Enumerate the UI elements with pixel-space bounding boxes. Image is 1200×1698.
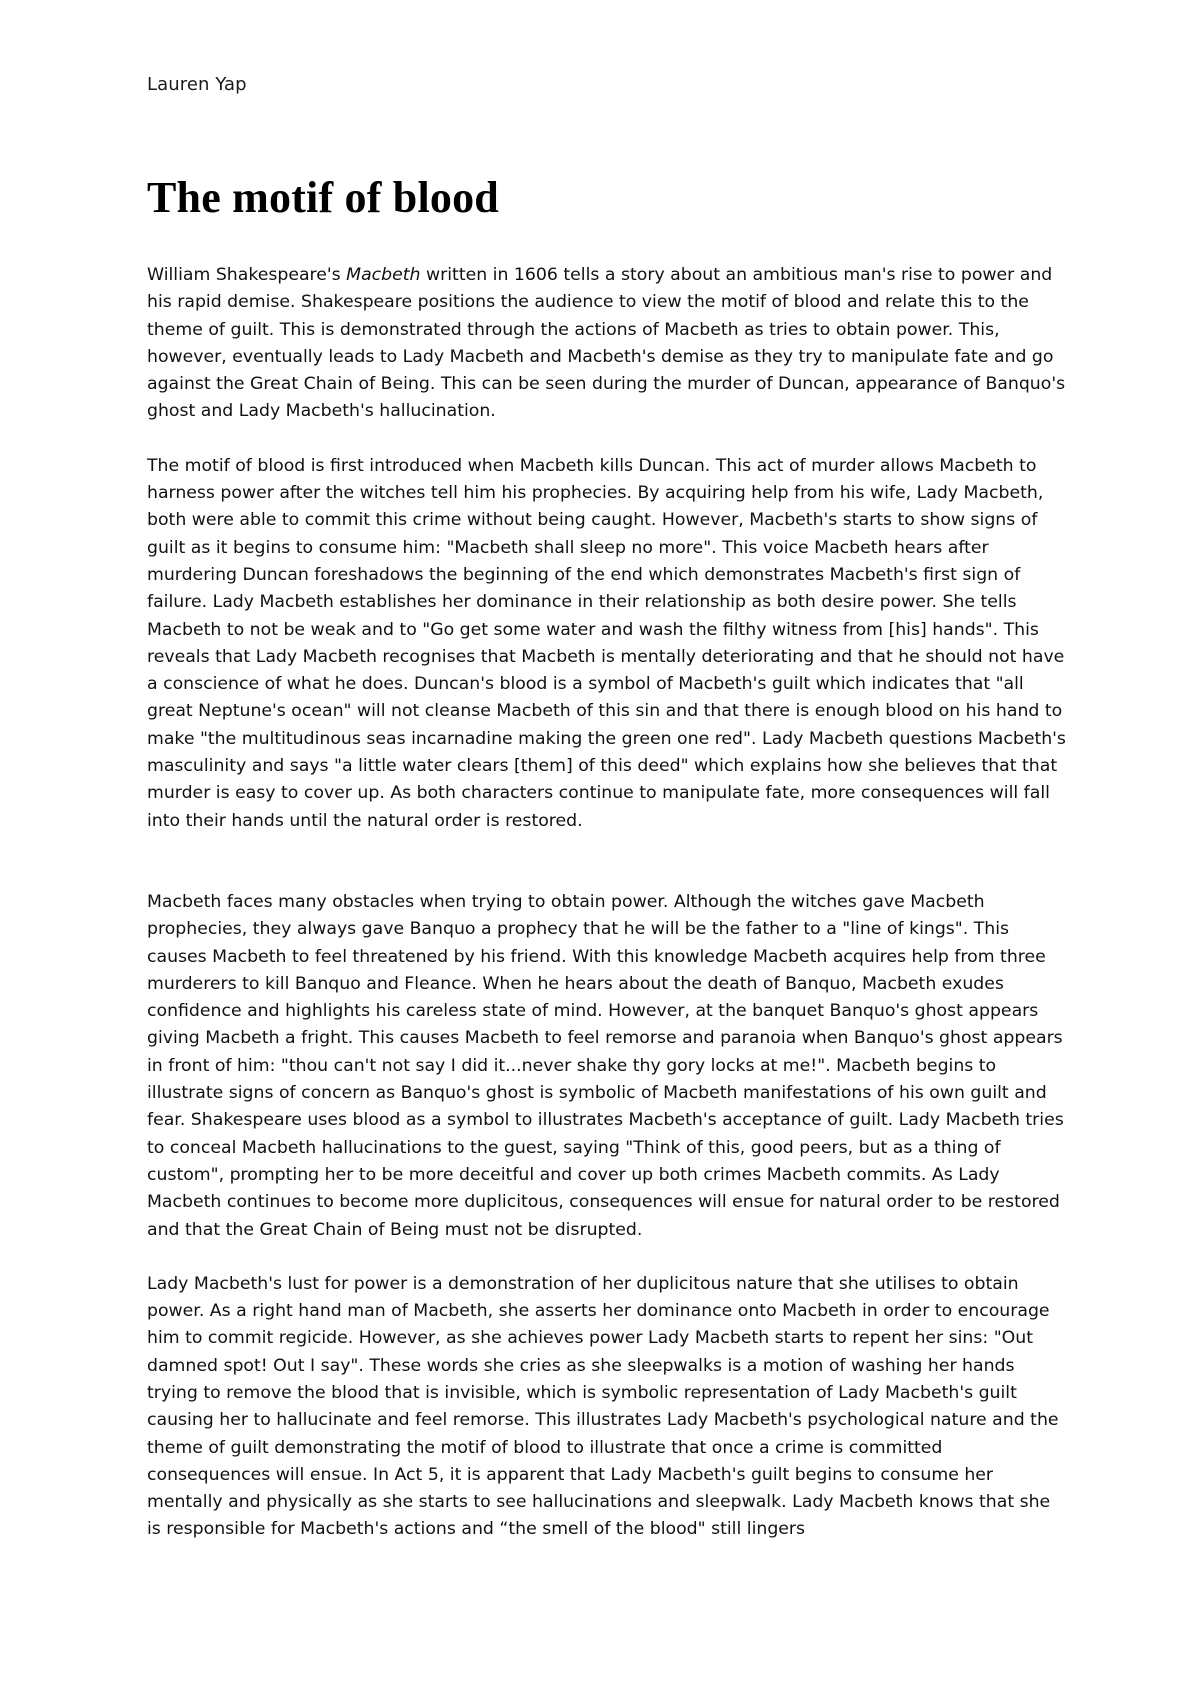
play-title-emphasis: Macbeth <box>346 265 421 285</box>
document-title: The motif of blood <box>147 173 499 222</box>
paragraph-banquo: Macbeth faces many obstacles when trying to obtain power. Although the witches gave Macbeth prophecies, they always gave Banquo a prophecy that he will be the father to a "line of kings". This causes Macbeth to feel threatened by his friend. With this knowledge Macbeth acquires help from three murderers to kill Banquo and Fleance. When he hears about the death of Banquo, Macbeth exudes confidence and highlights his careless state of mind. However, at the banquet Banquo's ghost appears giving Macbeth a fright. This causes Macbeth to feel remorse and paranoia when Banquo's ghost appears in front of him: "thou can't not say I did it...never shake thy gory locks at me!". Macbeth begins to illustrate signs of concern as Banquo's ghost is symbolic of Macbeth manifestations of his own guilt and fear. Shakespeare uses blood as a symbol to illustrates Macbeth's acceptance of guilt. Lady Macbeth tries to conceal Macbeth hallucinations to the guest, saying "Think of this, good peers, but as a thing of custom", prompting her to be more deceitful and cover up both crimes Macbeth commits. As Lady Macbeth continues to become more duplicitous, consequences will ensue for natural order to be restored and that the Great Chain of Being must not be disrupted. <box>147 891 1064 1240</box>
paragraph-intro-text: written in 1606 tells a story about an ambitious man's rise to power and his rapid demise. Shakespeare positions the audience to view the motif of blood and relate this to the theme of guilt. This is demonstrated through the actions of Macbeth as tries to obtain power. This, however, eventually leads to Lady Macbeth and Macbeth's demise as they try to manipulate fate and go against the Great Chain of Being. This can be seen during the murder of Duncan, appearance of Banquo's ghost and Lady Macbeth's hallucination. <box>147 265 1066 422</box>
paragraph-intro <box>147 262 1067 426</box>
paragraph-intro-prefix: William Shakespeare's <box>147 265 347 285</box>
author-name: Lauren Yap <box>147 74 247 95</box>
paragraph-duncan: The motif of blood is first introduced when Macbeth kills Duncan. This act of murder allows Macbeth to harness power after the witches tell him his prophecies. By acquiring help from his wife, Lady Macbeth, both were able to commit this crime without being caught. However, Macbeth's starts to show signs of guilt as it begins to consume him: "Macbeth shall sleep no more". This voice Macbeth hears after murdering Duncan foreshadows the beginning of the end which demonstrates Macbeth's first sign of failure. Lady Macbeth establishes her dominance in their relationship as both desire power. She tells Macbeth to not be weak and to "Go get some water and wash the filthy witness from [his] hands". This reveals that Lady Macbeth recognises that Macbeth is mentally deteriorating and that he should not have a conscience of what he does. Duncan's blood is a symbol of Macbeth's guilt which indicates that "all great Neptune's ocean" will not cleanse Macbeth of this sin and that there is enough blood on his hand to make "the multitudinous seas incarnadine making the green one red". Lady Macbeth questions Macbeth's masculinity and says "a little water clears [them] of this deed" which explains how she believes that that murder is easy to cover up. As both characters continue to manipulate fate, more consequences will fall into their hands until the natural order is restored. <box>147 455 1066 831</box>
document-body <box>147 262 1067 1544</box>
paragraph-lady-macbeth: Lady Macbeth's lust for power is a demonstration of her duplicitous nature that she utilises to obtain power. As a right hand man of Macbeth, she asserts her dominance onto Macbeth in order to encourage him to commit regicide. However, as she achieves power Lady Macbeth starts to repent her sins: "Out damned spot! Out I say". These words she cries as she sleepwalks is a motion of washing her hands trying to remove the blood that is invisible, which is symbolic representation of Lady Macbeth's guilt causing her to hallucinate and feel remorse. This illustrates Lady Macbeth's psychological nature and the theme of guilt demonstrating the motif of blood to illustrate that once a crime is committed consequences will ensue. In Act 5, it is apparent that Lady Macbeth's guilt begins to consume her mentally and physically as she starts to see hallucinations and sleepwalk. Lady Macbeth knows that she is responsible for Macbeth's actions and “the smell of the blood" still lingers <box>147 1273 1059 1540</box>
